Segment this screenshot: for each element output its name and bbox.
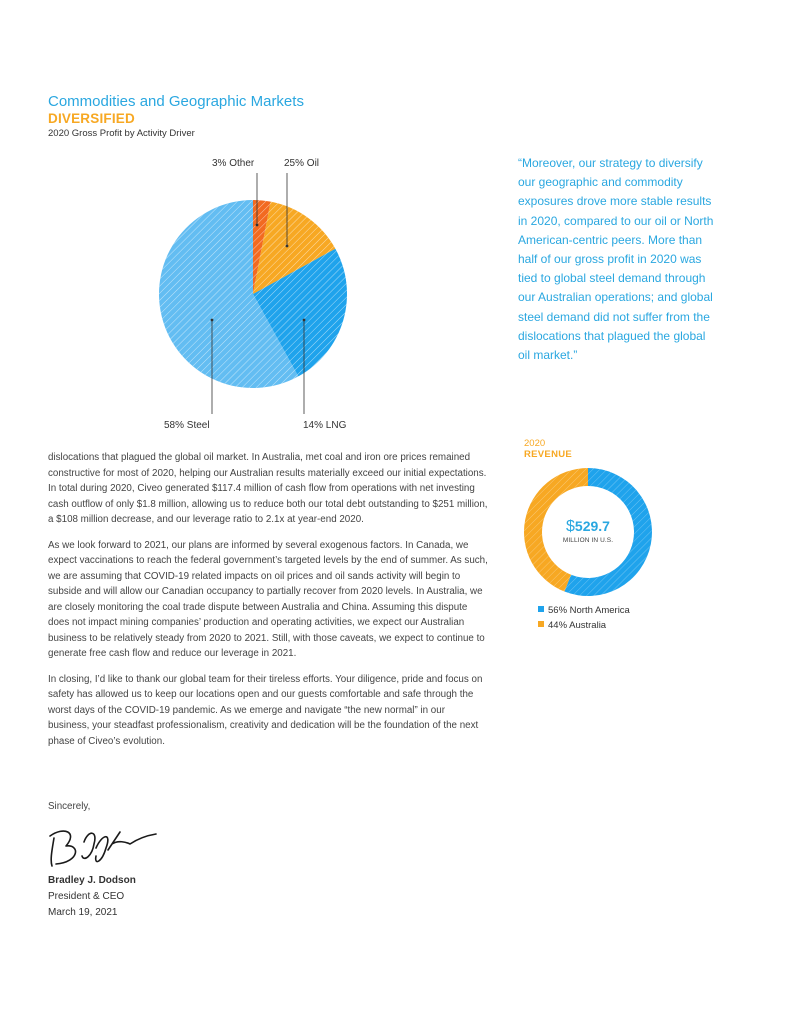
leader-dot-lng [303, 319, 306, 322]
pie-label-lng: 14% LNG [303, 420, 347, 431]
revenue-year: 2020 [524, 438, 546, 449]
revenue-dollar: $ [566, 518, 575, 535]
revenue-amount: 529.7 [574, 518, 610, 534]
letter-body [48, 450, 488, 759]
leader-dot-steel [211, 319, 214, 322]
legend-label-north-america: 56% North America [548, 605, 630, 616]
page-subtitle: DIVERSIFIED [48, 111, 135, 126]
pie-label-steel: 58% Steel [164, 420, 210, 431]
body-paragraph-2: As we look forward to 2021, our plans are informed by several exogenous factors. In Canada, we expect vaccinations to reach the federal government’s targeted levels by the end of summer. As such, we are assuming that COVID-19 related impacts on oil prices and oil sands activity will begin to subside and will allow our Canadian occupancy to partially recover from 2020 levels. In Australia, we are closely monitoring the coal trade dispute between Australia and China. Assuming this dispute does not impact mining companies’ production and operating activities, we expect our Australian business to be relatively steady from 2020 to 2021. Still, with those caveats, we expect to continue to generate free cash flow and reduce our leverage in 2021. [48, 539, 488, 659]
legend-north-america [538, 605, 630, 616]
leader-dot-oil [286, 245, 289, 248]
revenue-units: MILLION IN U.S. [562, 537, 614, 544]
body-paragraph-3: In closing, I’d like to thank our global team for their tireless efforts. Your diligence, pride and focus on safety has allowed us to keep our locations open and our guests comfortable and safe through the worst days of the COVID-19 pandemic. As we emerge and navigate “the new normal” in our business, your steadfast professionalism, creativity and dedication will be the foundation of the next phase of Civeo’s evolution. [48, 673, 483, 747]
signer-name: Bradley J. Dodson [48, 875, 136, 886]
pie-hatch-overlay [159, 200, 347, 388]
body-paragraph-1: dislocations that plagued the global oil market. In Australia, met coal and iron ore prices remained constructive for most of 2020, helping our Australian results materially exceed our initial expectations. In total during 2020, Civeo generated $117.4 million of cash flow from operations with net investing cash outflow of only $1.8 million, allowing us to reduce both our total debt outstanding to $251 million, a $108 million decrease, and our leverage ratio to 2.1x at year-end 2020. [48, 452, 488, 525]
legend-swatch-australia [538, 621, 544, 627]
signature-image [44, 822, 164, 872]
leader-dot-other [256, 224, 259, 227]
legend-australia [538, 620, 606, 631]
signer-title: President & CEO [48, 891, 125, 902]
pie-label-oil: 25% Oil [284, 158, 320, 169]
pie-label-other: 3% Other [212, 158, 255, 169]
legend-label-australia: 44% Australia [548, 620, 607, 631]
chart-caption: 2020 Gross Profit by Activity Driver [48, 128, 195, 139]
revenue-value [524, 518, 652, 536]
legend-swatch-north-america [538, 606, 544, 612]
revenue-label: REVENUE [524, 449, 573, 460]
pull-quote [518, 154, 718, 365]
page-title: Commodities and Geographic Markets [48, 93, 304, 110]
revenue-center [524, 518, 652, 544]
pull-quote-text: “Moreover, our strategy to diversify our geographic and commodity exposures drove more stable results in 2020, compared to our oil or North American-centric peers. More than half of our gross profit in 2020 was tied to global steel demand through our Australian operations; and global steel demand did not suffer from the dislocations that plagued the global oil market.” [518, 156, 714, 363]
closing-salutation: Sincerely, [48, 801, 91, 812]
letter-date: March 19, 2021 [48, 907, 118, 918]
